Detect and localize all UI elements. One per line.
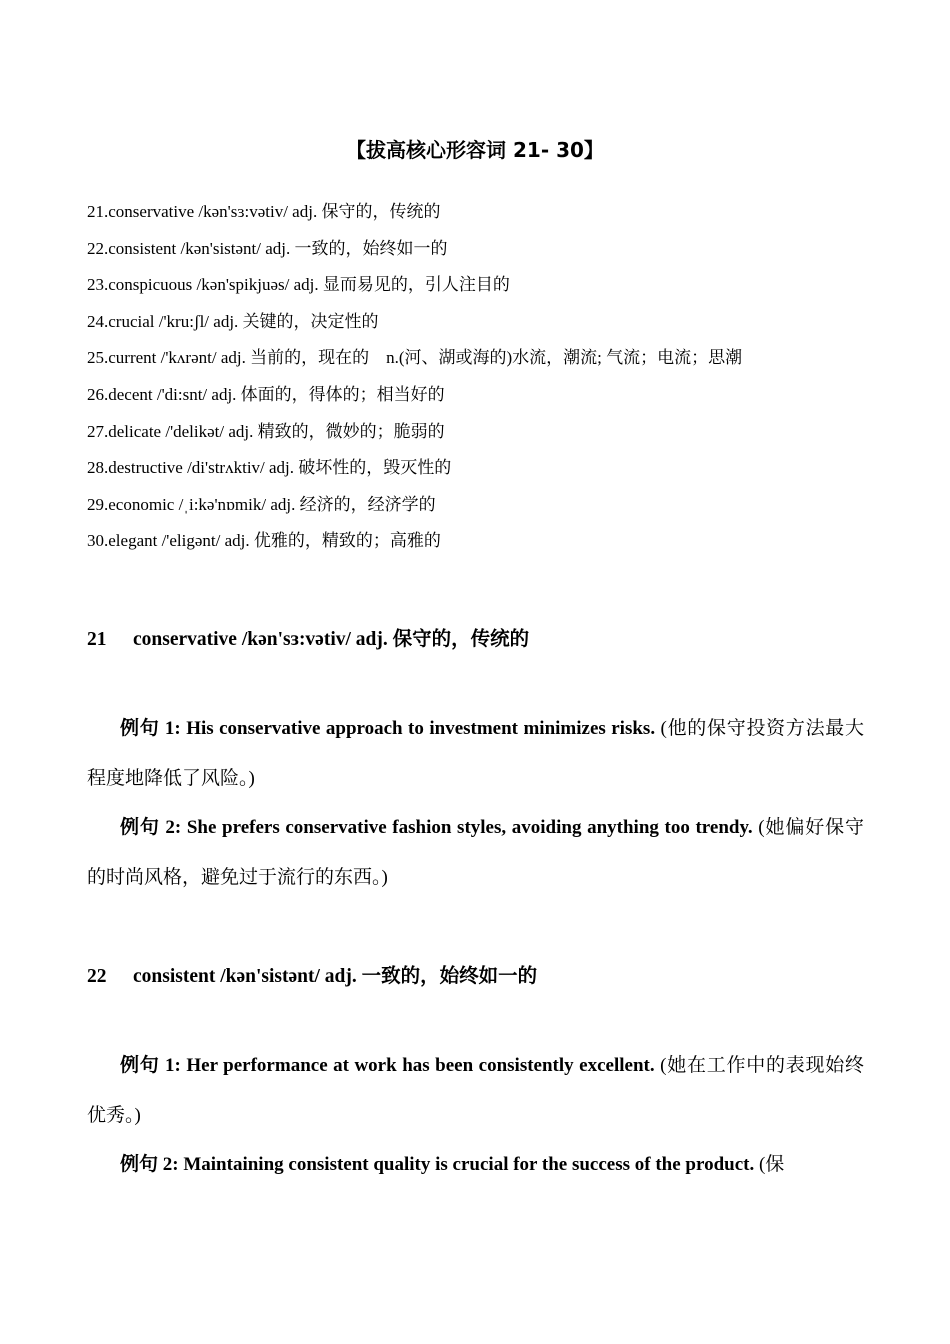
entry-number: 22 — [87, 966, 107, 987]
example-translation: (她偏好保守的时尚风格，避免过于流行的东西。) — [87, 817, 865, 888]
page-title: 【拔高核心形容词 21- 30】 — [346, 138, 604, 162]
example-sentence — [87, 704, 864, 803]
example-english: 2: She prefers conservative fashion styles, avoiding anything too trendy. — [165, 817, 753, 838]
word-list-item: 22.consistent /kən'sistənt/ adj. 一致的，始终如一的 — [87, 238, 448, 258]
entry-headword: consistent /kən'sistənt/ adj. 一致的，始终如一的 — [133, 966, 538, 987]
example-label: 例句 — [120, 817, 160, 838]
word-list-item: 23.conspicuous /kən'spikjuəs/ adj. 显而易见的，引人注目的 — [87, 275, 510, 295]
entry-headword: conservative /kən'sɜ:vətiv/ adj. 保守的，传统的 — [133, 629, 530, 650]
example-english: 1: Her performance at work has been consistently excellent. — [165, 1055, 655, 1076]
example-sentence — [87, 803, 864, 902]
word-list-item: 27.delicate /'delikət/ adj. 精致的，微妙的；脆弱的 — [87, 421, 445, 441]
entry-heading-22 — [87, 963, 877, 991]
word-list-item: 24.crucial /'kru:ʃl/ adj. 关键的，决定性的 — [87, 311, 379, 331]
example-sentence — [87, 1140, 864, 1190]
example-label: 例句 — [120, 1154, 159, 1175]
example-label: 例句 — [120, 718, 160, 739]
word-list-item: 28.destructive /di'strʌktiv/ adj. 破坏性的，毁灭性的 — [87, 458, 452, 478]
example-translation: (她在工作中的表现始终优秀。) — [87, 1055, 865, 1126]
word-list-item: 21.conservative /kən'sɜ:vətiv/ adj. 保守的，传统的 — [87, 202, 441, 221]
word-list-item: 25.current /'kʌrənt/ adj. 当前的，现在的 n.(河、湖或海的)水流，潮流; 气流；电流；思潮 — [87, 348, 743, 368]
word-list-item: 26.decent /'di:snt/ adj. 体面的，得体的；相当好的 — [87, 384, 445, 404]
word-list-item: 30.elegant /'eligənt/ adj. 优雅的，精致的；高雅的 — [87, 531, 441, 551]
entry-number: 21 — [87, 629, 107, 650]
example-english: 1: His conservative approach to investment minimizes risks. — [164, 718, 656, 739]
example-translation: (保 — [758, 1154, 785, 1175]
word-list — [87, 198, 877, 564]
example-english: 2: Maintaining consistent quality is crucial for the success of the product. — [162, 1154, 755, 1175]
word-list-item: 29.economic /ˌi:kə'nɒmik/ adj. 经济的，经济学的 — [87, 494, 436, 514]
example-sentence — [87, 1041, 864, 1140]
entry-heading-21 — [87, 626, 877, 654]
example-translation: (他的保守投资方法最大程度地降低了风险。) — [87, 718, 865, 789]
example-label: 例句 — [120, 1055, 160, 1076]
